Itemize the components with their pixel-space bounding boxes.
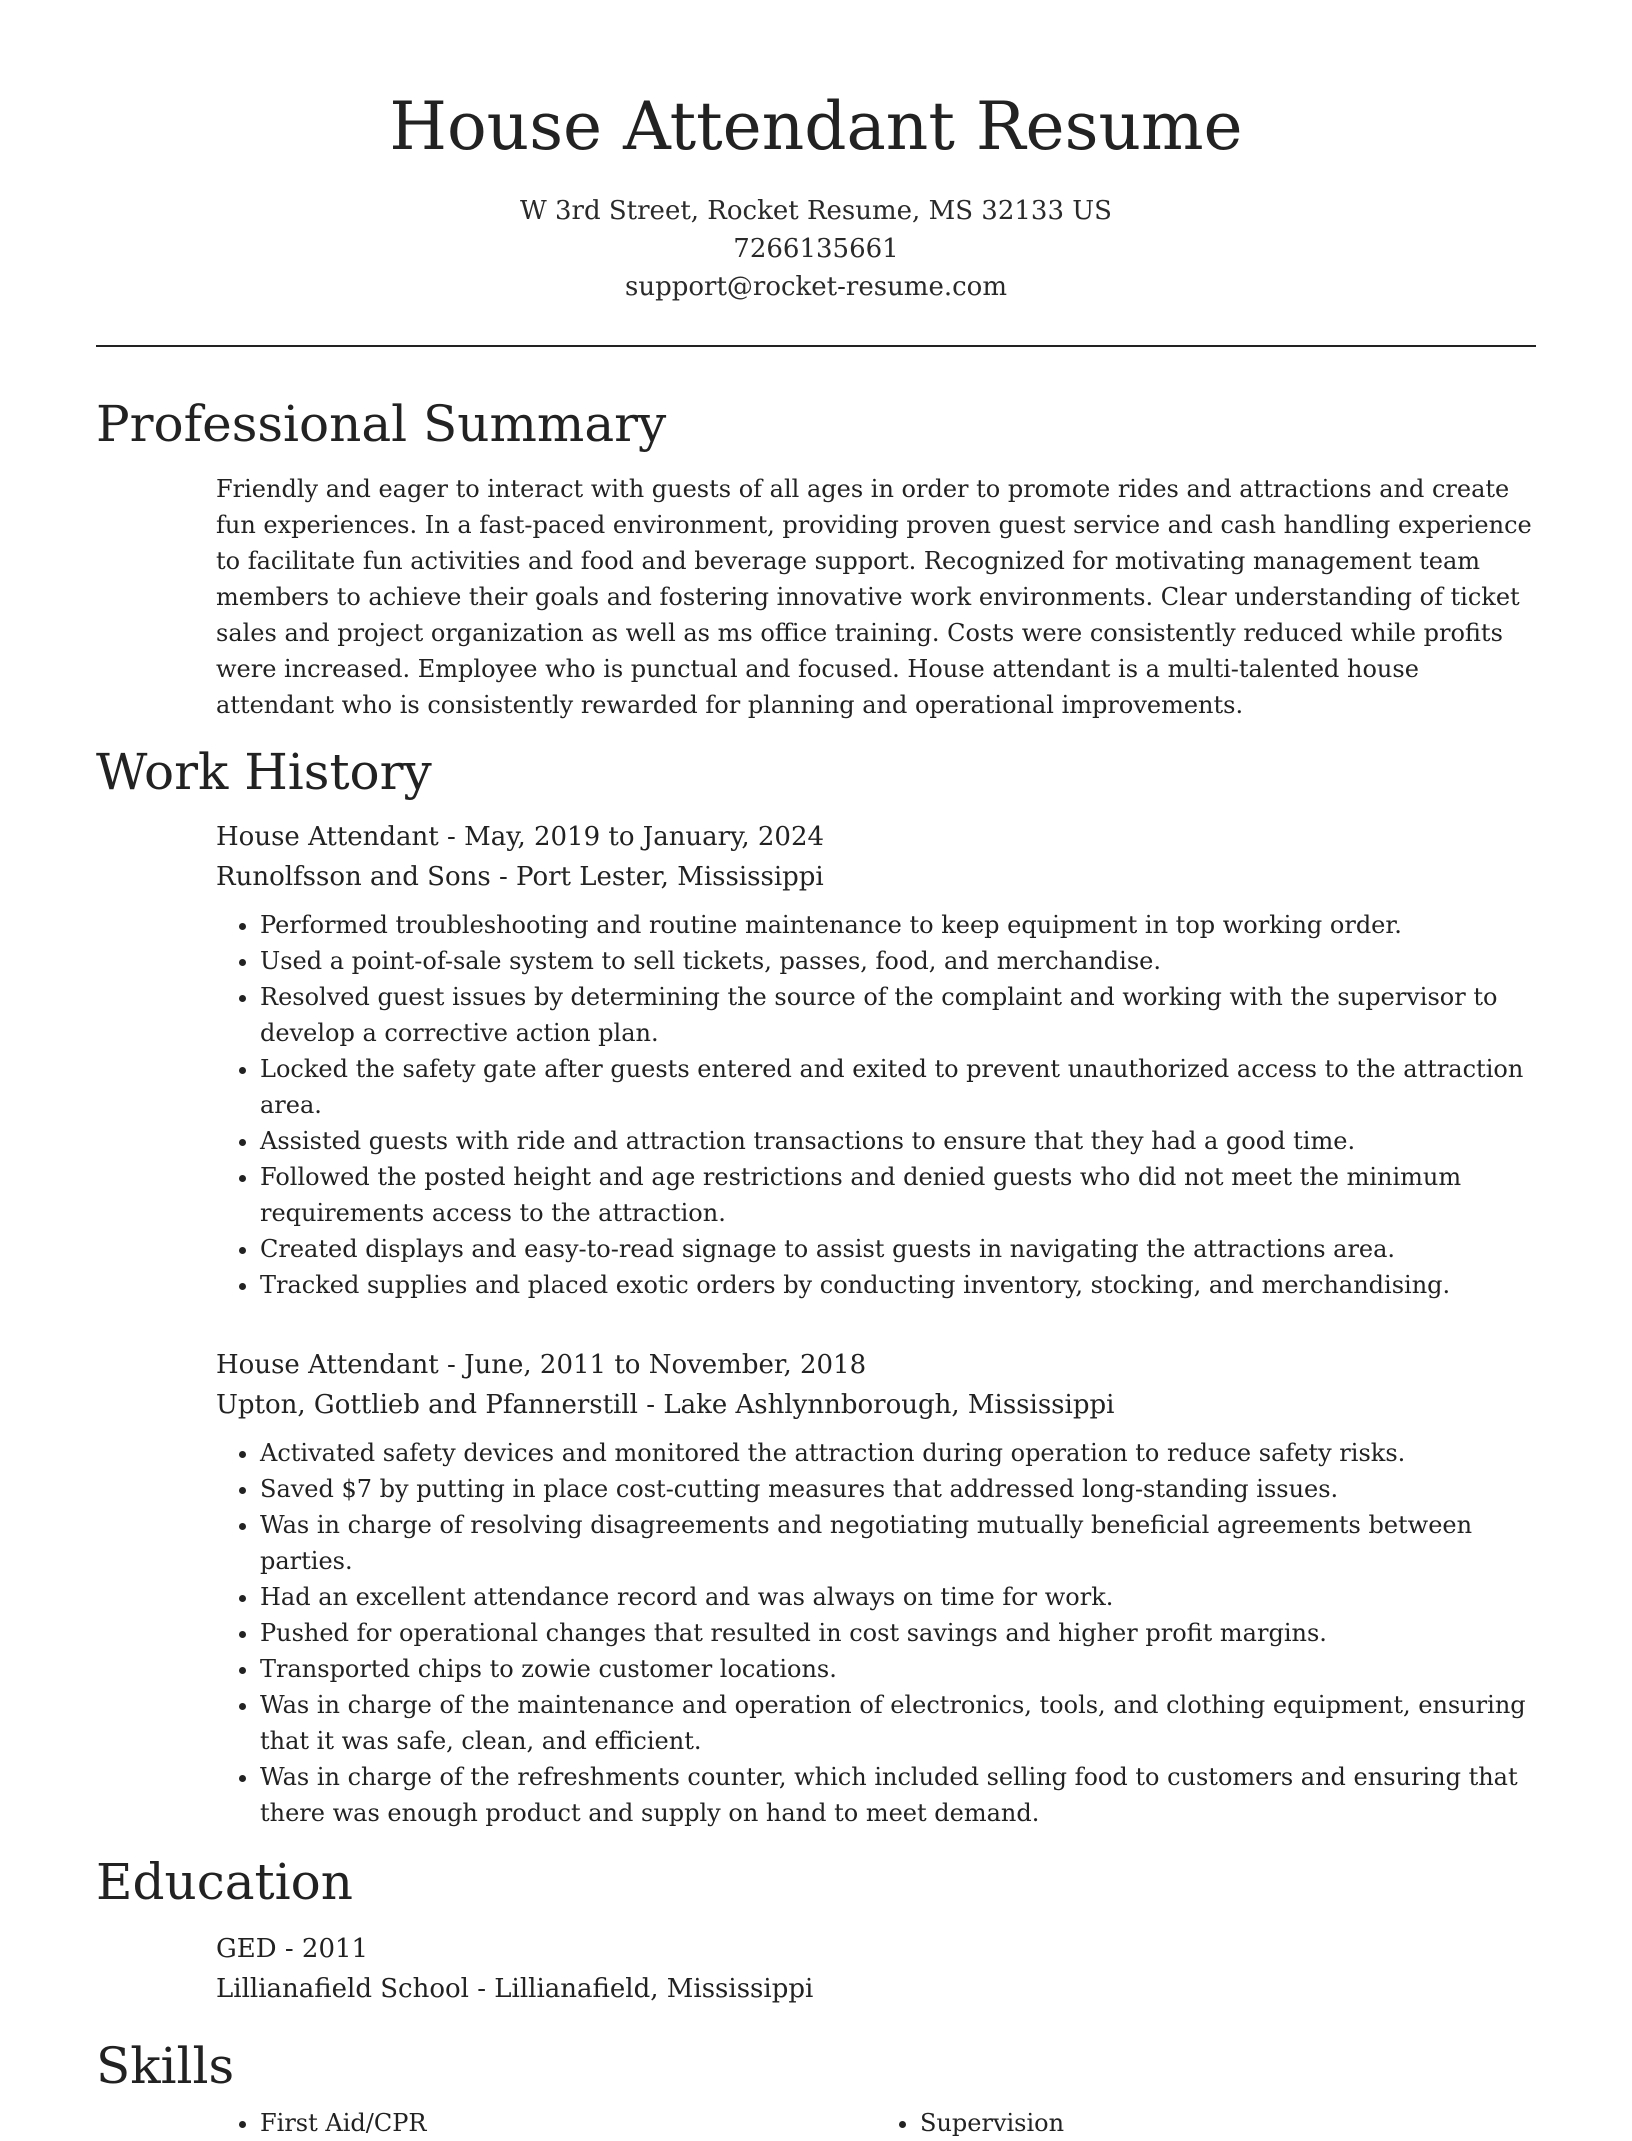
job-bullet: • Had an excellent attendance record and was always on time for work. [260, 1579, 1536, 1615]
job-bullet: • Activated safety devices and monitored the attraction during operation to reduce safety risks. [260, 1435, 1536, 1471]
job-bullet: • Was in charge of the maintenance and operation of electronics, tools, and clothing equipment, ensuring that it was safe, clean, and efficient. [260, 1687, 1536, 1759]
resume-title: House Attendant Resume [389, 88, 1243, 165]
skills-column-left [216, 2105, 876, 2141]
contact-info [96, 192, 1536, 306]
job-title-line [216, 817, 1536, 857]
job-bullet: • Tracked supplies and placed exotic orders by conducting inventory, stocking, and merchandising. [260, 1267, 1536, 1303]
education-degree-line [216, 1929, 1536, 1969]
summary-section [96, 391, 1536, 723]
job-bullet: • Resolved guest issues by determining the source of the complaint and working with the supervisor to develop a corrective action plan. [260, 979, 1536, 1051]
work-history-heading: Work History [96, 743, 432, 801]
resume-page [96, 0, 1536, 2141]
job-company: Runolfsson and Sons [216, 862, 491, 892]
education-year: - 2011 [276, 1934, 369, 1964]
job-bullets [216, 907, 1536, 1303]
job-bullet: • Locked the safety gate after guests entered and exited to prevent unauthorized access to the attraction area. [260, 1051, 1536, 1123]
skills-grid [216, 2105, 1536, 2141]
job-bullet: • Was in charge of resolving disagreements and negotiating mutually beneficial agreements between parties. [260, 1507, 1536, 1579]
job-bullets [216, 1435, 1536, 1831]
job-company: Upton, Gottlieb and Pfannerstill [216, 1390, 638, 1420]
job-role: House Attendant [216, 822, 439, 852]
job-dates: - May, 2019 to January, 2024 [438, 822, 825, 852]
job-bullet: • Followed the posted height and age restrictions and denied guests who did not meet the minimum requirements access to the attraction. [260, 1159, 1536, 1231]
contact-address: W 3rd Street, Rocket Resume, MS 32133 US [520, 196, 1112, 226]
education-school-line [216, 1969, 1536, 2009]
education-school: Lillianafield School [216, 1974, 469, 2004]
skills-section [96, 2033, 1536, 2141]
job-bullet: • Was in charge of the refreshments counter, which included selling food to customers and ensuring that there was enough product and supply on hand to meet demand. [260, 1759, 1536, 1831]
contact-phone: 7266135661 [733, 234, 899, 264]
education-entry [216, 1929, 1536, 2009]
resume-header [96, 0, 1536, 306]
job-title-line [216, 1345, 1536, 1385]
education-heading: Education [96, 1853, 353, 1911]
job-entry [216, 1345, 1536, 1831]
job-bullet: • Used a point-of-sale system to sell tickets, passes, food, and merchandise. [260, 943, 1536, 979]
skill-item: • First Aid/CPR [260, 2105, 876, 2141]
job-bullet: • Performed troubleshooting and routine maintenance to keep equipment in top working order. [260, 907, 1536, 943]
job-entry [216, 817, 1536, 1303]
job-dates: - June, 2011 to November, 2018 [438, 1350, 867, 1380]
summary-text: Friendly and eager to interact with guests of all ages in order to promote rides and attractions and create fun experiences. In a fast-paced environment, providing proven guest service and cash handling experience to facilitate fun activities and food and beverage support. Recognized for motivating management team members to achieve their goals and fostering innovative work environments. Clear understanding of ticket sales and project organization as well as ms office training. Costs were consistently reduced while profits were increased. Employee who is punctual and focused. House attendant is a multi-talented house attendant who is consistently rewarded for planning and operational improvements. [216, 475, 1532, 719]
job-bullet: • Transported chips to zowie customer locations. [260, 1651, 1536, 1687]
work-history-section [96, 739, 1536, 1831]
skills-heading: Skills [96, 2037, 235, 2095]
header-divider [96, 345, 1536, 347]
education-location: - Lillianafield, Mississippi [468, 1974, 814, 2004]
job-location: - Port Lester, Mississippi [490, 862, 824, 892]
job-company-line [216, 1385, 1536, 1425]
contact-email: support@rocket-resume.com [624, 272, 1007, 302]
job-company-line [216, 857, 1536, 897]
job-bullet: • Created displays and easy-to-read signage to assist guests in navigating the attractions area. [260, 1231, 1536, 1267]
job-bullet: • Pushed for operational changes that resulted in cost savings and higher profit margins. [260, 1615, 1536, 1651]
job-location: - Lake Ashlynnborough, Mississippi [638, 1390, 1115, 1420]
job-bullet: • Saved $7 by putting in place cost-cutting measures that addressed long-standing issues. [260, 1471, 1536, 1507]
job-bullet: • Assisted guests with ride and attraction transactions to ensure that they had a good time. [260, 1123, 1536, 1159]
education-degree: GED [216, 1934, 277, 1964]
summary-heading: Professional Summary [96, 395, 667, 453]
skill-item: • Supervision [920, 2105, 1536, 2141]
skills-column-right [876, 2105, 1536, 2141]
education-section [96, 1849, 1536, 2009]
job-role: House Attendant [216, 1350, 439, 1380]
